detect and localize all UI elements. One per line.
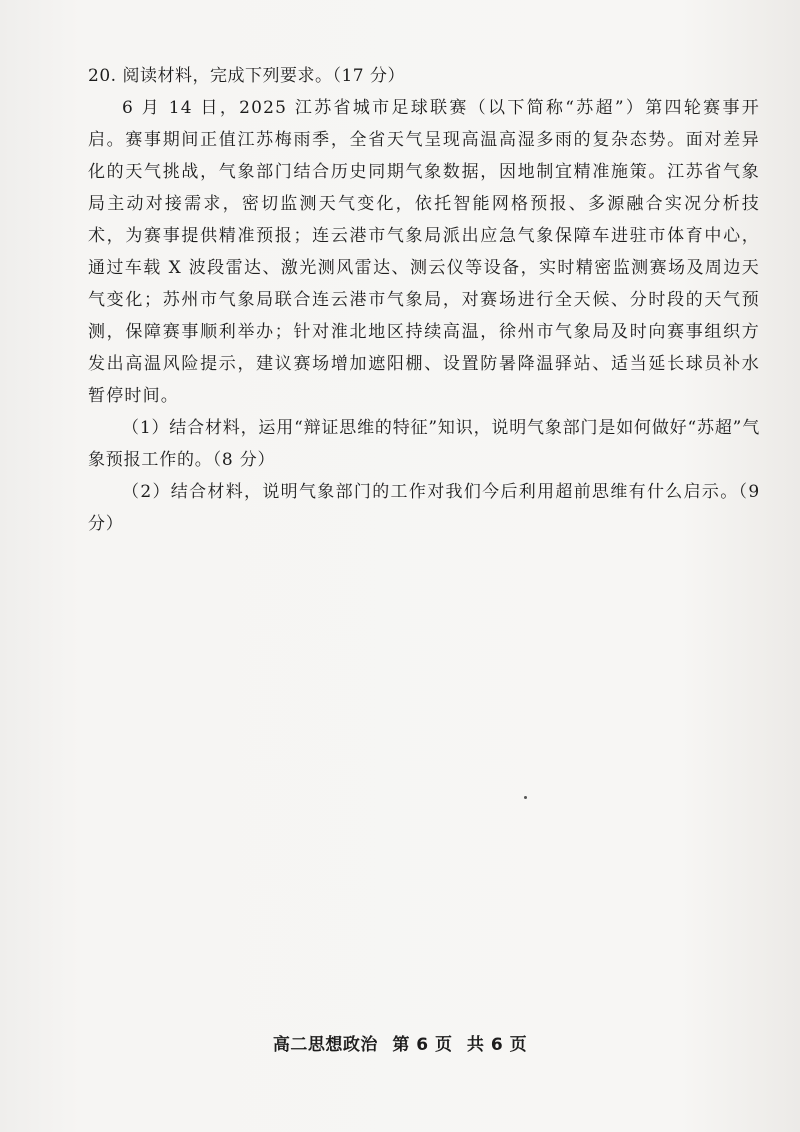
footer-total-pages: 共 6 页 [466,1035,528,1055]
question-title: 20. 阅读材料，完成下列要求。（17 分） [88,66,405,86]
question-20 [88,60,760,540]
sub-question-2: （2）结合材料，说明气象部门的工作对我们今后利用超前思维有什么启示。（9 分） [88,482,760,534]
footer-subject: 高二思想政治 [272,1035,378,1055]
sub-question-1: （1）结合材料，运用“辩证思维的特征”知识，说明气象部门是如何做好“苏超”气象预报工作的。（8 分） [88,418,760,470]
reading-material: 6 月 14 日，2025 江苏省城市足球联赛（以下简称“苏超”）第四轮赛事开启。赛事期间正值江苏梅雨季，全省天气呈现高温高湿多雨的复杂态势。面对差异化的天气挑战，气象部门结合历史同期气象数据，因地制宜精准施策。江苏省气象局主动对接需求，密切监测天气变化，依托智能网格预报、多源融合实况分析技术，为赛事提供精准预报；连云港市气象局派出应急气象保障车进驻市体育中心，通过车载 X 波段雷达、激光测风雷达、测云仪等设备，实时精密监测赛场及周边天气变化；苏州市气象局联合连云港市气象局，对赛场进行全天候、分时段的天气预测，保障赛事顺利举办；针对淮北地区持续高温，徐州市气象局及时向赛事组织方发出高温风险提示，建议赛场增加遮阳棚、设置防暑降温驿站、适当延长球员补水暂停时间。 [88,98,760,406]
scan-speck [524,796,527,799]
footer-page-number: 第 6 页 [392,1035,453,1055]
page-footer [0,1030,800,1055]
